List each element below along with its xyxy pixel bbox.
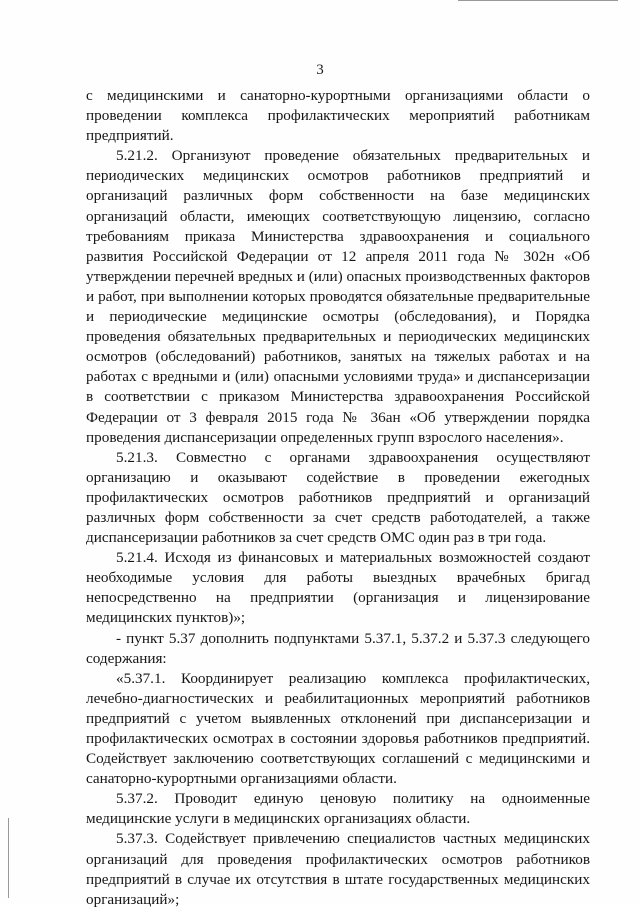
paragraph-5-21-3: 5.21.3. Совместно с органами здравоохранения осуществляют организацию и оказывают содействие в проведении ежегодных профилактических осмотров работников предприятий и организаций различных форм собственности за счет средств работодателей, а также диспансеризации работников за счет средств ОМС один раз в три года.	[86, 448, 590, 547]
scan-edge-mark-left	[8, 818, 9, 898]
paragraph-5-37-2: 5.37.2. Проводит единую ценовую политику на одноименные медицинские услуги в медицинских организациях области.	[86, 790, 590, 828]
paragraph-5-21-4: 5.21.4. Исходя из финансовых и материальных возможностей создают необходимые условия для работы выездных врачебных бригад непосредственно на предприятии (организация и лицензирование медицинских пунктов)»;	[86, 549, 590, 627]
paragraph-amend-5-37: - пункт 5.37 дополнить подпунктами 5.37.1, 5.37.2 и 5.37.3 следующего содержания:	[86, 629, 590, 667]
document-body	[86, 86, 590, 910]
paragraph-5-37-1: «5.37.1. Координирует реализацию комплекса профилактических, лечебно-диагностических и реабилитационных мероприятий работников предприятий с учетом выявленных отклонений при диспансеризации и профилактических осмотрах в состоянии здоровья работников предприятий. Содействует заключению соответствующих соглашений с медицинскими и санаторно-курортными организациями области.	[86, 669, 590, 788]
paragraph-continuation: с медицинскими и санаторно-курортными организациями области о проведении комплекса профилактических мероприятий работникам предприятий.	[86, 87, 590, 145]
page-number: 3	[316, 62, 324, 78]
paragraph-5-37-3: 5.37.3. Содействует привлечению специалистов частных медицинских организаций для проведения профилактических осмотров работников предприятий в случае их отсутствия в штате государственных медицинских организаций»;	[86, 830, 590, 908]
paragraph-5-21-2: 5.21.2. Организуют проведение обязательных предварительных и периодических медицинских осмотров работников предприятий и организаций различных форм собственности на базе медицинских организаций области, имеющих соответствующую лицензию, согласно требованиям приказа Министерства здравоохранения и социального развития Российской Федерации от 12 апреля 2011 года № 302н «Об утверждении перечней вредных и (или) опасных производственных факторов и работ, при выполнении которых проводятся обязательные предварительные и периодические медицинские осмотры (обследования), и Порядка проведения обязательных предварительных и периодических медицинских осмотров (обследований) работников, занятых на тяжелых работах и на работах с вредными и (или) опасными условиями труда» и диспансеризации в соответствии с приказом Министерства здравоохранения Российской Федерации от 3 февраля 2015 года № 36ан «Об утверждении порядка проведения диспансеризации определенных групп взрослого населения».	[86, 147, 590, 446]
scan-edge-mark-top	[458, 0, 618, 1]
